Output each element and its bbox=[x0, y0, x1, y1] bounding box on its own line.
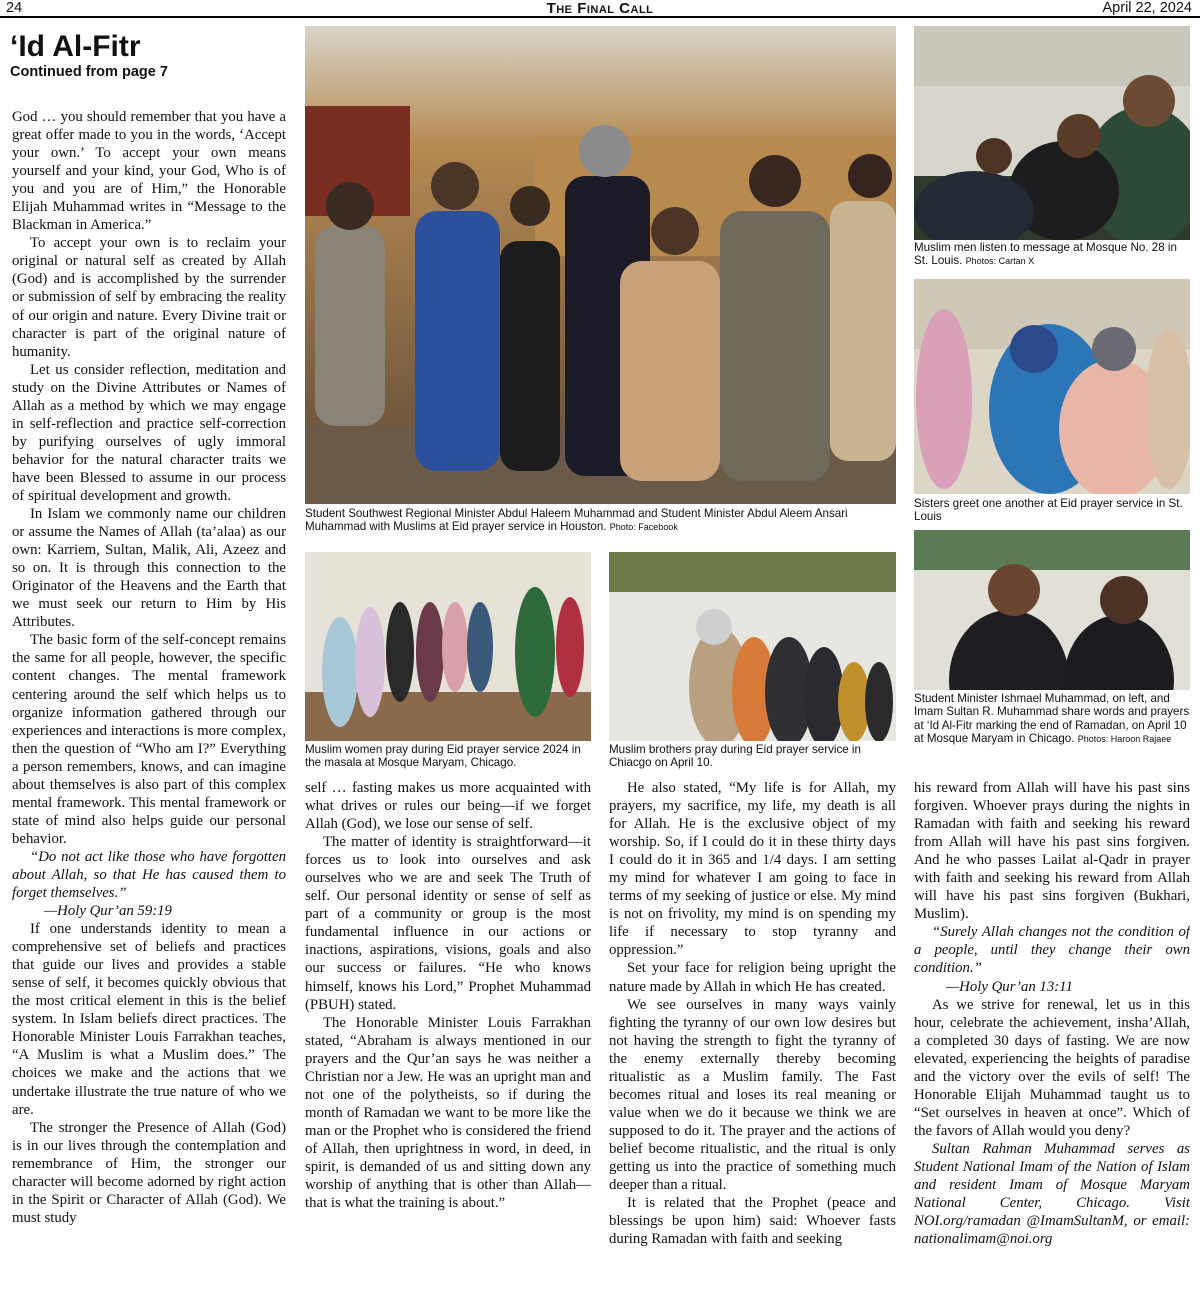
article-column-2 bbox=[305, 779, 591, 1293]
caption-text: Student Minister Ishmael Muhammad, on left, and Imam Sultan R. Muhammad share words and prayers at ‘Id Al-Fitr marking the end of Ramadan, on April 10 at Mosque Maryam in Chicago. bbox=[914, 692, 1190, 745]
caption-text: Student Southwest Regional Minister Abdul Haleem Muhammad and Student Minister Abdul Aleem Ansari Muhammad with Muslims at Eid prayer service in Houston. bbox=[305, 507, 848, 534]
stlouis-sisters-caption bbox=[914, 497, 1190, 524]
caption-text: Muslim men listen to message at Mosque No. 28 in St. Louis. bbox=[914, 241, 1177, 268]
caption-text: Muslim women pray during Eid prayer service 2024 in the masala at Mosque Maryam, Chicago. bbox=[305, 743, 581, 770]
chicago-women-caption bbox=[305, 743, 591, 770]
article-column-1 bbox=[12, 108, 286, 1293]
photo-credit: Photos: Haroon Rajaee bbox=[1077, 733, 1172, 744]
photo-credit: Photos: Cartan X bbox=[965, 256, 1035, 267]
continued-note: Continued from page 7 bbox=[10, 64, 168, 80]
issue-date: April 22, 2024 bbox=[1102, 0, 1192, 16]
paragraph: The stronger the Presence of Allah (God) is in our lives through the contemplation and remembrance of Him, the stronger our character will become adorned by right action in the Spirit or Character of Allah (God). We must study bbox=[12, 1119, 286, 1226]
paragraph: To accept your own is to reclaim your original or natural self as created by Allah (God) and is accomplished by the surrender or submission of self by embracing the reality of our origin and nature. Every Divine trait or character is part of the original nature of humanity. bbox=[12, 235, 286, 360]
houston-group-photo bbox=[305, 26, 896, 504]
paragraph: He also stated, “My life is for Allah, my prayers, my sacrifice, my life, my death is all for Allah. He is the exclusive object of my worship. So, if I could do it in these thirty days I could do it in 365 and 1/4 days. I am setting my mind for whatever I am going to face in terms of my seeking of justice or else. My mind is not on frivolity, my mind is on spending my life if necessary to stop tyranny and oppression.” bbox=[609, 780, 896, 959]
paragraph: Let us consider reflection, meditation and study on the Divine Attributes or Names of Allah as a method by which we may engage in self-reflection and practice self-correction by purifying ourselves of ugly immoral behavior for the natural character traits we have been Blessed to assume in our process of spiritual development and growth. bbox=[12, 361, 286, 504]
article-column-4 bbox=[914, 779, 1190, 1293]
imams-photo bbox=[914, 530, 1190, 690]
paragraph: The basic form of the self-concept remains the same for all people, however, the specific content changes. The mental framework centering around the self which helps us to organize information gathered through our experiences and interactions is more complex, then the question of “Who am I?” Everything a person remembers, knows, and can imagine about themselves is also part of this complex mental framework. This mental framework or state of mind also helps guide our personal behavior. bbox=[12, 632, 286, 847]
publication-name: The Final Call bbox=[546, 0, 654, 17]
page-header bbox=[0, 0, 1200, 18]
quran-quote: “Do not act like those who have forgotten about Allah, so that He has caused them to forget themselves.” bbox=[12, 848, 286, 902]
paragraph: If one understands identity to mean a comprehensive set of beliefs and practices that guide our lives and provides a stable sense of self, it becomes quickly obvious that the most critical element in this is the belief system. In Islam beliefs direct practices. The Honorable Minister Louis Farrakhan teaches, “A Muslim is what a Muslim does.” The choices we make and the actions that we undertake illustrate the true nature of who we are. bbox=[12, 921, 286, 1118]
stlouis-sisters-photo bbox=[914, 279, 1190, 494]
chicago-brothers-caption bbox=[609, 743, 896, 770]
paragraph: Set your face for religion being upright the nature made by Allah in which He has created. bbox=[609, 960, 896, 995]
article-heading bbox=[10, 30, 168, 81]
quote-citation: —Holy Qur’an 59:19 bbox=[44, 903, 172, 920]
paragraph: his reward from Allah will have his past sins forgiven. Whoever prays during the nights in Ramadan with faith and seeking his reward from Allah will have his past sins forgiven. And he who passes Lailat al-Qadr in prayer with faith and seeking his reward from Allah will have his past sins forgiven (Bukhari, Muslim). bbox=[914, 780, 1190, 923]
quran-quote: “Surely Allah changes not the condition of a people, until they change their own condition.” bbox=[914, 924, 1190, 977]
paragraph: The Honorable Minister Louis Farrakhan stated, “Abraham is always mentioned in our prayers and the Qur’an says he was neither a Christian nor a Jew. He was an upright man and not one of the polytheists, so if during the month of Ramadan we want to be more like the man or the Prophet who is considered the friend of Allah, then uprightness in word, in deed, in spirit, is demanded of us and sitting down any worship of anything that is other than Allah—that is what the training is about.” bbox=[305, 1014, 591, 1212]
stlouis-men-photo bbox=[914, 26, 1190, 240]
paragraph: In Islam we commonly name our children or assume the Names of Allah (ta’alaa) as our own: Karriem, Sultan, Malik, Ali, Azeez and so on. It is through this connection to the Originator of the Heavens and the Earth that we must seek our return to Him by His Attributes. bbox=[12, 506, 286, 631]
paragraph: We see ourselves in many ways vainly fighting the tyranny of our own low desires but not having the strength to fight the tyranny of the enemy externally thereby becoming ritualistic as a Muslim family. The Fast becomes ritual and loses its real meaning or value when we do it because we think we are supposed to do it. The prayer and the actions of belief become ritualistic, and the ritual is only getting us into the practice of something much deeper than a ritual. bbox=[609, 996, 896, 1194]
caption-text: Muslim brothers pray during Eid prayer service in Chiacgo on April 10. bbox=[609, 743, 861, 770]
photo-credit: Photo: Facebook bbox=[609, 522, 678, 533]
imams-caption bbox=[914, 692, 1190, 746]
chicago-women-photo bbox=[305, 552, 591, 741]
paragraph: It is related that the Prophet (peace and blessings be upon him) said: Whoever fasts during Ramadan with faith and seeking bbox=[609, 1195, 896, 1248]
paragraph: God … you should remember that you have a great offer made to you in the words, ‘Accept your own.’ To accept your own means yourself and your kind, your God, Who is of you and you are of Him,” the Honorable Elijah Muhammad writes in “Message to the Blackman in America.” bbox=[12, 109, 286, 234]
paragraph: self … fasting makes us more acquainted with what drives or rules our being—if we forget Allah (God), we lose our sense of self. bbox=[305, 780, 591, 833]
paragraph: As we strive for renewal, let us in this hour, celebrate the achievement, insha’Allah, a completed 30 days of fasting. We are now elevated, experiencing the heights of paradise and the victory over the evils of self! The Honorable Elijah Muhammad taught us to “Set ourselves in heaven at once”. Which of the favors of Allah would you deny? bbox=[914, 996, 1190, 1139]
paragraph: The matter of identity is straightforward—it forces us to look into ourselves and ask ourselves who we are and seek The Truth of self. Our personal identity or sense of self as part of a community or group is the most fundamental influence in our actions or inactions, aspirations, visions, goals and also our success or failures. “He who knows himself, knows his Lord,” Prophet Muhammad (PBUH) stated. bbox=[305, 834, 591, 1013]
page-number: 24 bbox=[6, 0, 23, 16]
article-column-3 bbox=[609, 779, 896, 1293]
houston-caption bbox=[305, 507, 896, 535]
quote-citation: —Holy Qur’an 13:11 bbox=[946, 978, 1073, 995]
article-title: ‘Id Al-Fitr bbox=[10, 30, 141, 63]
caption-text: Sisters greet one another at Eid prayer service in St. Louis bbox=[914, 497, 1183, 524]
chicago-brothers-photo bbox=[609, 552, 896, 741]
author-bio: Sultan Rahman Muhammad serves as Student National Imam of the Nation of Islam and resident Imam of Mosque Maryam National Center, Chicago. Visit NOI.org/ramadan @ImamSultanM, or email: nationalimam@noi.org bbox=[914, 1140, 1190, 1248]
stlouis-men-caption bbox=[914, 241, 1190, 269]
